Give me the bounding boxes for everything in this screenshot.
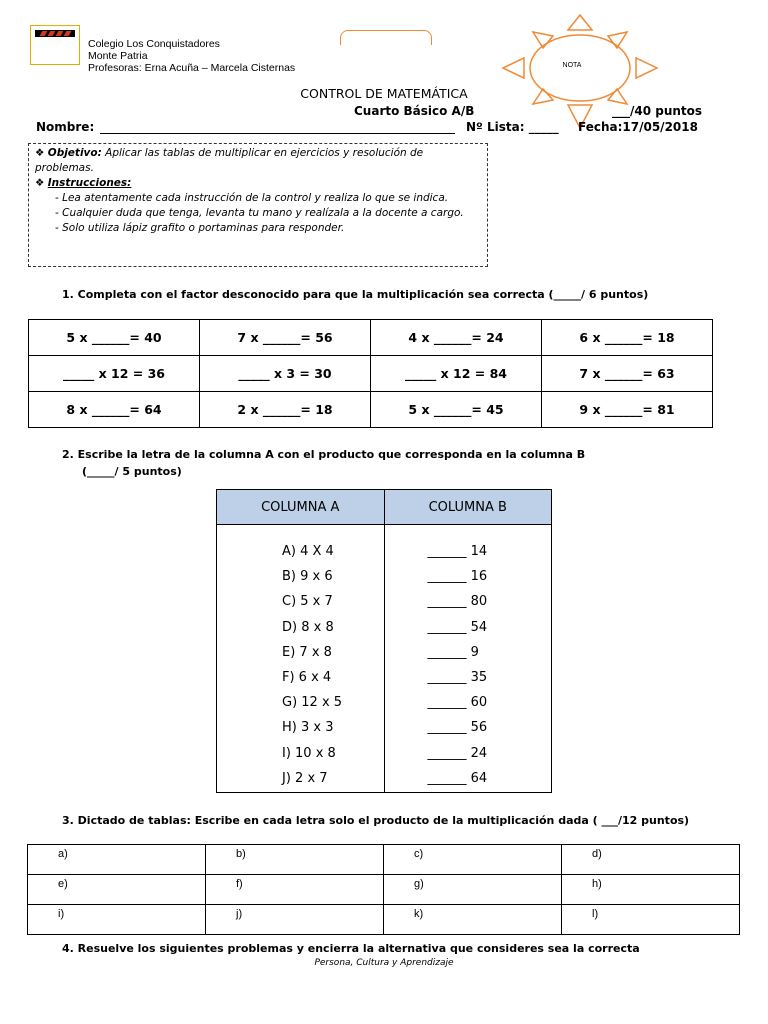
dictation-table <box>27 844 740 935</box>
instruction-item: - Solo utiliza lápiz grafito o portaminas para responder. <box>55 222 345 234</box>
objective-label: Objetivo: <box>47 147 102 159</box>
question-4-text: 4. Resuelve los siguientes problemas y encierra la alternativa que consideres sea la correcta <box>62 942 640 955</box>
total-points: ___/40 puntos <box>612 104 703 118</box>
instructions-header: ❖ Instrucciones: <box>35 177 132 189</box>
answer-cell[interactable]: k) <box>384 905 562 935</box>
list-number-label: Nº Lista: _____ <box>466 120 559 134</box>
list-item: J) 2 x 7 <box>282 770 328 786</box>
school-teachers: Profesoras: Erna Acuña – Marcela Cisternas <box>88 62 296 74</box>
table-row <box>28 905 740 935</box>
answer-cell[interactable]: j) <box>206 905 384 935</box>
question-1-text: 1. Completa con el factor desconocido para que la multiplicación sea correcta (_____/ 6 puntos) <box>62 288 649 301</box>
list-item: C) 5 x 7 <box>282 594 333 610</box>
answer-blank[interactable]: ______ 54 <box>427 619 488 635</box>
exercise-cell[interactable]: 7 x ______= 63 <box>542 356 713 392</box>
answer-cell[interactable]: g) <box>384 875 562 905</box>
answer-cell[interactable]: f) <box>206 875 384 905</box>
instruction-item: - Lea atentamente cada instrucción de la control y realiza lo que se indica. <box>55 192 449 204</box>
instructions-box <box>28 143 488 267</box>
exercise-cell[interactable]: _____ x 12 = 84 <box>371 356 542 392</box>
answer-blank[interactable]: ______ 9 <box>427 644 479 660</box>
answer-cell[interactable]: a) <box>28 845 206 875</box>
answer-blank[interactable]: ______ 24 <box>427 745 488 761</box>
date-label: Fecha:17/05/2018 <box>578 120 698 134</box>
school-name: Colegio Los Conquistadores <box>88 38 220 50</box>
question-2-points: (_____/ 5 puntos) <box>82 465 182 478</box>
exercise-cell[interactable]: 7 x ______= 56 <box>200 320 371 356</box>
answer-blank[interactable]: ______ 56 <box>427 720 488 736</box>
objective: ❖ Objetivo: Aplicar las tablas de multiplicar en ejercicios y resolución de problemas. <box>35 147 424 174</box>
list-item: G) 12 x 5 <box>282 695 343 711</box>
table-row <box>28 875 740 905</box>
exercise-cell[interactable]: 5 x ______= 45 <box>371 392 542 428</box>
name-field[interactable] <box>100 133 455 134</box>
exercise-cell[interactable]: 8 x ______= 64 <box>29 392 200 428</box>
school-info <box>88 38 295 74</box>
column-a <box>217 525 385 793</box>
answer-cell[interactable]: d) <box>562 845 740 875</box>
decorative-tab <box>340 30 432 45</box>
question-2-text: 2. Escribe la letra de la columna A con el producto que corresponda en la columna B <box>62 448 586 461</box>
table-row <box>29 356 713 392</box>
page-subtitle: Cuarto Básico A/B <box>354 104 475 118</box>
table-row <box>29 320 713 356</box>
answer-cell[interactable]: e) <box>28 875 206 905</box>
school-logo <box>30 25 80 65</box>
exercise-cell[interactable]: 5 x ______= 40 <box>29 320 200 356</box>
list-item: H) 3 x 3 <box>282 720 334 736</box>
answer-blank[interactable]: ______ 60 <box>427 695 488 711</box>
answer-cell[interactable]: b) <box>206 845 384 875</box>
answer-cell[interactable]: h) <box>562 875 740 905</box>
question-3-text: 3. Dictado de tablas: Escribe en cada letra solo el producto de la multiplicación dada ( ___/12 puntos) <box>62 814 690 827</box>
exercise-cell[interactable]: 6 x ______= 18 <box>542 320 713 356</box>
instruction-item: - Cualquier duda que tenga, levanta tu mano y realízala a la docente a cargo. <box>55 207 464 219</box>
answer-blank[interactable]: ______ 14 <box>427 544 488 559</box>
exercise-cell[interactable]: _____ x 12 = 36 <box>29 356 200 392</box>
question-1-table <box>28 319 713 428</box>
page-title: CONTROL DE MATEMÁTICA <box>300 86 468 101</box>
footer-motto: Persona, Cultura y Aprendizaje <box>314 958 454 968</box>
answer-cell[interactable]: i) <box>28 905 206 935</box>
list-item: E) 7 x 8 <box>282 644 332 660</box>
exercise-cell[interactable]: 9 x ______= 81 <box>542 392 713 428</box>
table-row <box>28 845 740 875</box>
answer-cell[interactable]: l) <box>562 905 740 935</box>
list-item: D) 8 x 8 <box>282 619 334 635</box>
answer-blank[interactable]: ______ 80 <box>427 594 488 610</box>
objective-text: Aplicar las tablas de multiplicar en ejercicios y resolución de problemas. <box>35 147 424 174</box>
exercise-cell[interactable]: _____ x 3 = 30 <box>200 356 371 392</box>
table-row <box>29 392 713 428</box>
matching-table <box>216 489 552 793</box>
exercise-cell[interactable]: 2 x ______= 18 <box>200 392 371 428</box>
column-b <box>384 525 552 793</box>
instructions-label: Instrucciones: <box>47 177 132 189</box>
name-label: Nombre: <box>36 120 95 134</box>
answer-blank[interactable]: ______ 35 <box>427 669 488 685</box>
answer-blank[interactable]: ______ 64 <box>427 770 488 786</box>
list-item: I) 10 x 8 <box>282 745 336 761</box>
answer-cell[interactable]: c) <box>384 845 562 875</box>
school-city: Monte Patria <box>88 50 148 62</box>
exercise-cell[interactable]: 4 x ______= 24 <box>371 320 542 356</box>
answer-blank[interactable]: ______ 16 <box>427 569 488 585</box>
column-a-header: COLUMNA A <box>217 490 385 525</box>
list-item: F) 6 x 4 <box>282 669 332 685</box>
list-item: B) 9 x 6 <box>282 569 333 585</box>
column-b-header: COLUMNA B <box>384 490 552 525</box>
list-item: A) 4 X 4 <box>282 544 334 559</box>
grade-label: NOTA <box>562 62 582 69</box>
